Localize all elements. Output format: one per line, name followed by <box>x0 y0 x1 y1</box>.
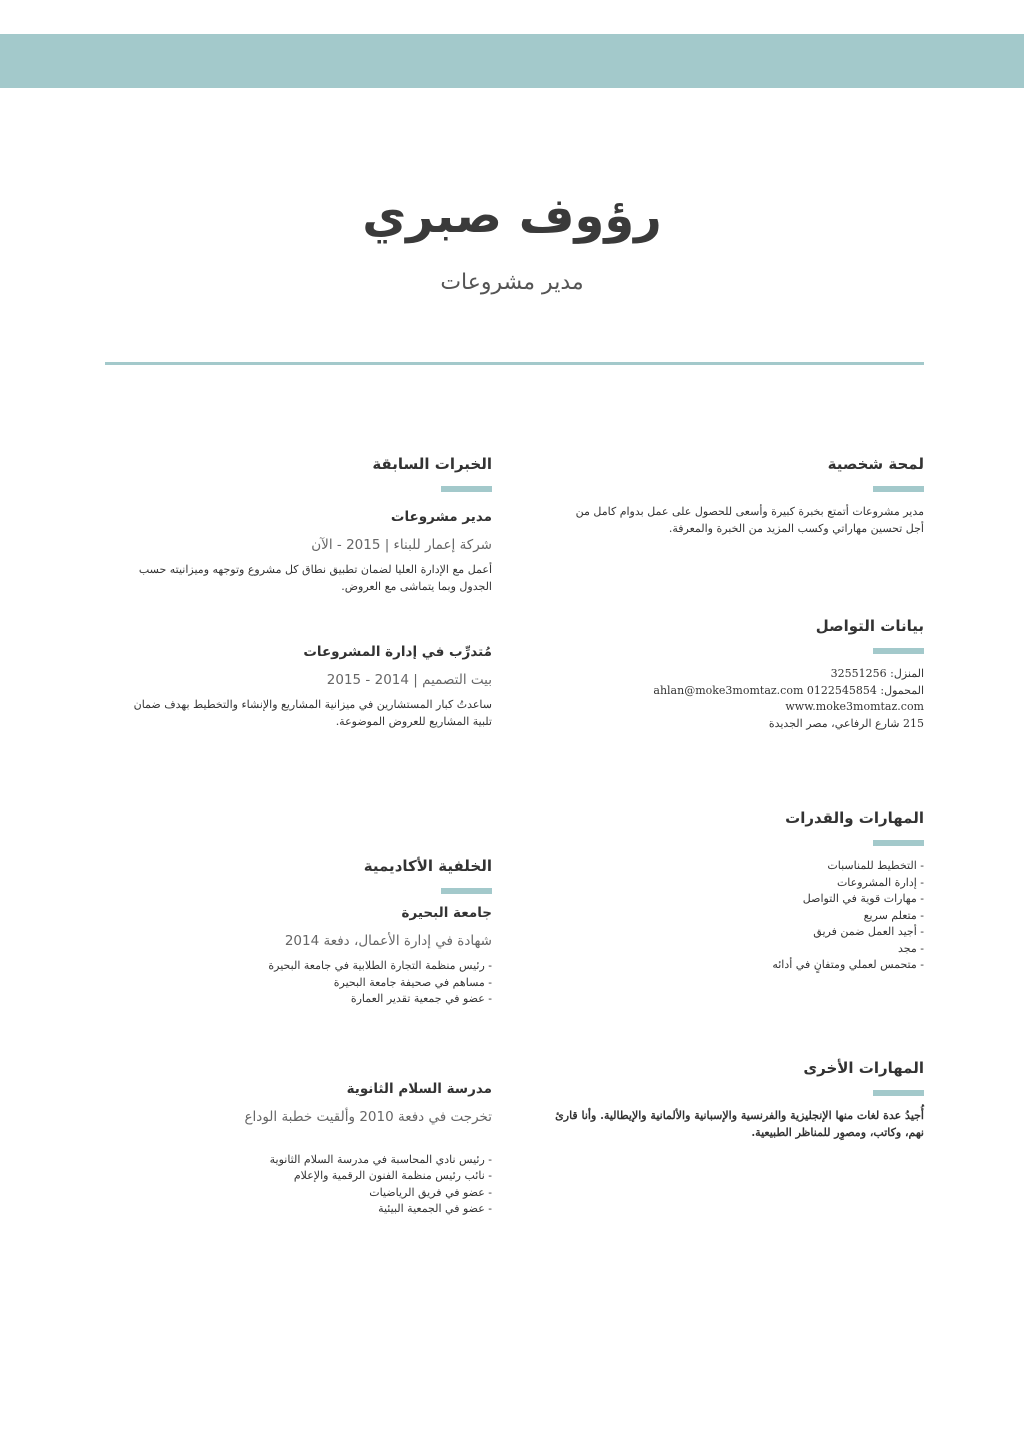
skills-section <box>554 806 924 974</box>
skills-list <box>554 858 924 974</box>
contact-mobile <box>554 683 924 700</box>
experience-heading: الخبرات السابقة <box>372 455 492 473</box>
profile-section <box>554 452 924 537</box>
other-skills-text: أُجيدُ عدة لغات منها الإنجليزية والفرنسية والإسبانية والألمانية والإيطالية. وأنا قارئ نهم، وكاتب، ومصوِر للمناظر الطبيعية. <box>555 1109 924 1139</box>
list-item: - أجيد العمل ضمن فريق <box>554 924 924 941</box>
job-company: بيت التصميم | 2014 - 2015 <box>326 672 492 688</box>
school-entry <box>122 902 492 1008</box>
list-item: - مجد <box>554 941 924 958</box>
experience-section <box>122 452 492 730</box>
job-entry <box>122 641 492 730</box>
job-description: ساعدتُ كبار المستشارين في ميزانية المشاريع والإنشاء والتخطيط بهدف ضمان تلبية المشاريع للعروض الموضوعة. <box>133 698 492 728</box>
website-link[interactable]: www.moke3momtaz.com <box>785 700 924 713</box>
education-section <box>122 854 492 1218</box>
school-activities <box>122 1152 492 1218</box>
list-item: - متحمس لعملي ومتفانٍ في أدائه <box>554 957 924 974</box>
job-entry <box>122 506 492 595</box>
contact-address: 215 شارع الرفاعي، مصر الجديدة <box>768 716 924 730</box>
contact-website <box>554 699 924 716</box>
section-accent-bar <box>441 888 492 894</box>
job-company: شركة إعمار للبناء | 2015 - الآن <box>311 537 492 553</box>
email-link[interactable]: ahlan@moke3momtaz.com <box>653 683 804 697</box>
list-item: - مهارات قوية في التواصل <box>554 891 924 908</box>
home-phone: 32551256 <box>830 667 887 680</box>
other-skills-section <box>554 1056 924 1141</box>
section-accent-bar <box>873 648 924 654</box>
profile-text: مدير مشروعات أتمتع بخبرة كبيرة وأسعى للحصول على عمل بدوام كامل من أجل تحسين مهاراتي وكسب المزيد من الخبرة والمعرفة. <box>575 505 924 535</box>
mobile-phone: 0122545854 <box>806 683 877 697</box>
list-item: - عضو في الجمعية البيئية <box>122 1201 492 1218</box>
contact-section <box>554 614 924 732</box>
list-item: - التخطيط للمناسبات <box>554 858 924 875</box>
section-accent-bar <box>873 486 924 492</box>
section-accent-bar <box>873 1090 924 1096</box>
section-accent-bar <box>873 840 924 846</box>
contact-heading: بيانات التواصل <box>815 617 924 635</box>
person-name: رؤوف صبري <box>362 188 662 244</box>
job-description: أعمل مع الإدارة العليا لضمان تطبيق نطاق كل مشروع وتوجهه وميزانيته حسب الجدول وبما يتماشى مع العروض. <box>138 563 492 593</box>
list-item: - إدارة المشروعات <box>554 875 924 892</box>
contact-home <box>554 666 924 683</box>
school-activities <box>122 958 492 1008</box>
list-item: - مساهم في صحيفة جامعة البحيرة <box>122 975 492 992</box>
section-accent-bar <box>441 486 492 492</box>
profile-heading: لمحة شخصية <box>827 455 924 473</box>
home-label: المنزل: <box>890 667 924 680</box>
list-item: - عضو في فريق الرياضيات <box>122 1185 492 1202</box>
school-name: مدرسة السلام الثانوية <box>346 1080 492 1097</box>
list-item: - نائب رئيس منظمة الفنون الرقمية والإعلام <box>122 1168 492 1185</box>
skills-heading: المهارات والقدرات <box>785 809 924 827</box>
list-item: - رئيس نادي المحاسبة في مدرسة السلام الثانوية <box>122 1152 492 1169</box>
other-skills-heading: المهارات الأخرى <box>803 1059 924 1077</box>
mobile-label: المحمول: <box>880 683 924 697</box>
person-title: مدير مشروعات <box>440 270 584 295</box>
list-item: - عضو في جمعية تقدير العمارة <box>122 991 492 1008</box>
school-entry <box>122 1078 492 1218</box>
list-item: - رئيس منظمة التجارة الطلابية في جامعة البحيرة <box>122 958 492 975</box>
top-accent-band <box>0 34 1024 88</box>
list-item: - متعلم سريع <box>554 908 924 925</box>
school-name: جامعة البحيرة <box>401 905 492 921</box>
job-title: مُتدرِّب في إدارة المشروعات <box>303 644 492 660</box>
education-heading: الخلفية الأكاديمية <box>363 857 492 875</box>
school-degree: شهادة في إدارة الأعمال، دفعة 2014 <box>284 933 492 949</box>
school-degree: تخرجت في دفعة 2010 وألقيت خطبة الوداع <box>244 1108 492 1125</box>
job-title: مدير مشروعات <box>390 509 492 525</box>
header-divider <box>105 362 924 365</box>
